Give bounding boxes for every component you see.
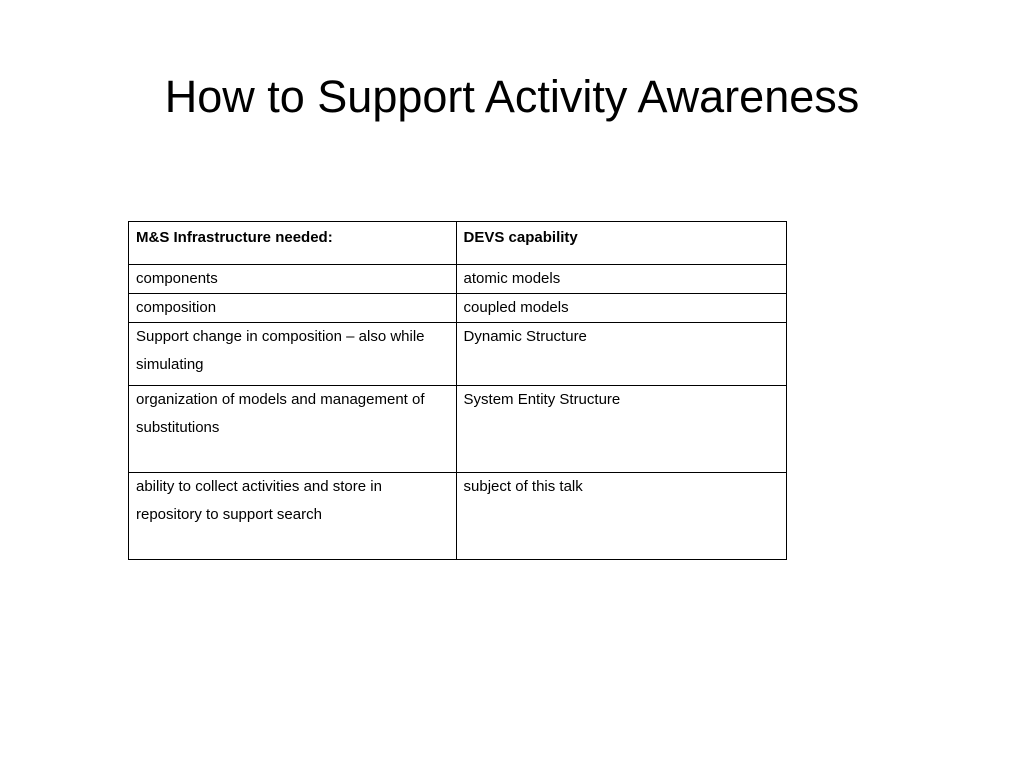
- slide-title: How to Support Activity Awareness: [164, 71, 860, 122]
- table-cell: subject of this talk: [456, 473, 786, 560]
- table-row: [129, 265, 787, 294]
- table-row: [129, 473, 787, 560]
- table-header-row: [129, 222, 787, 265]
- header-devs-capability: DEVS capability: [456, 222, 786, 265]
- table-cell: atomic models: [456, 265, 786, 294]
- table-row: [129, 294, 787, 323]
- table-row: [129, 323, 787, 386]
- table-row: [129, 386, 787, 473]
- table-cell: System Entity Structure: [456, 386, 786, 473]
- table-cell: Support change in composition – also while simulating: [129, 323, 457, 386]
- table-cell: ability to collect activities and store in repository to support search: [129, 473, 457, 560]
- capability-table: [128, 221, 787, 560]
- table-cell: organization of models and management of substitutions: [129, 386, 457, 473]
- header-infrastructure: M&S Infrastructure needed:: [129, 222, 457, 265]
- table-cell: coupled models: [456, 294, 786, 323]
- table-cell: Dynamic Structure: [456, 323, 786, 386]
- table-cell: composition: [129, 294, 457, 323]
- table-cell: components: [129, 265, 457, 294]
